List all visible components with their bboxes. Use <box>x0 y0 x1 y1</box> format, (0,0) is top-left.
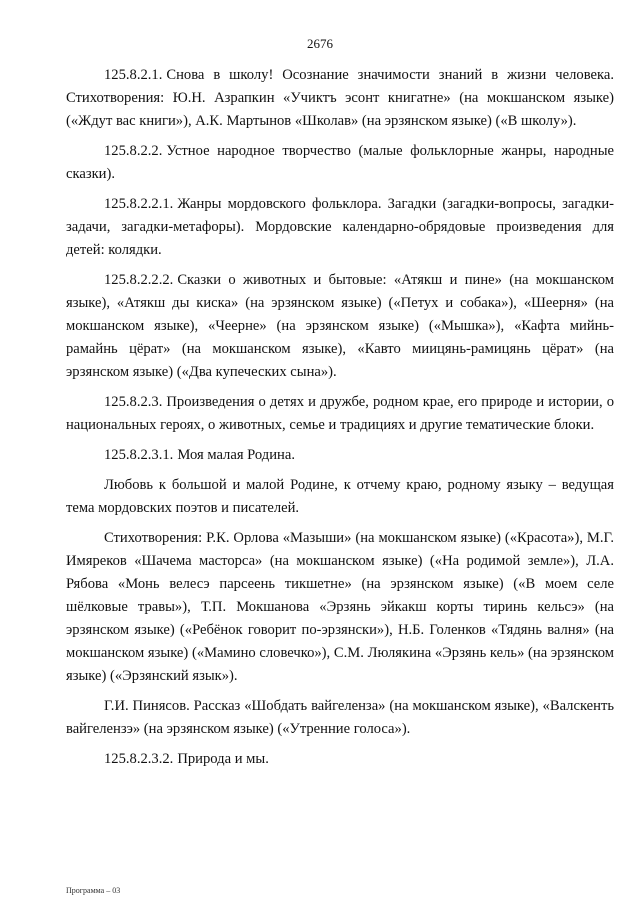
section-number: 125.8.2.3.2. <box>104 751 174 767</box>
paragraph-125-8-2-2 <box>66 140 614 186</box>
paragraph-text: Устное народное творчество (малые фольклорные жанры, народные сказки). <box>66 143 614 182</box>
paragraph-love-of-homeland <box>66 474 614 520</box>
section-number: 125.8.2.1. <box>104 67 163 83</box>
section-number: 125.8.2.2.1. <box>104 196 174 212</box>
paragraph-text: Природа и мы. <box>177 751 269 767</box>
paragraph-125-8-2-2-2 <box>66 269 614 384</box>
paragraph-125-8-2-2-1 <box>66 193 614 262</box>
paragraph-text: Жанры мордовского фольклора. Загадки (загадки-вопросы, загадки-задачи, загадки-метафоры). Мордовские календарно-обрядовые произведения для детей: колядки. <box>66 196 614 258</box>
paragraph-text: Любовь к большой и малой Родине, к отчему краю, родному языку – ведущая тема мордовских поэтов и писателей. <box>66 477 614 516</box>
paragraph-pinyasov-story <box>66 695 614 741</box>
paragraph-text: Моя малая Родина. <box>177 447 295 463</box>
page-number: 2676 <box>307 36 333 51</box>
paragraph-poems-list <box>66 527 614 688</box>
paragraph-125-8-2-1 <box>66 64 614 133</box>
section-number: 125.8.2.3. <box>104 394 163 410</box>
paragraph-125-8-2-3-1 <box>66 444 614 467</box>
footer-program-label: Программа – 03 <box>66 886 121 895</box>
section-number: 125.8.2.3.1. <box>104 447 174 463</box>
paragraph-125-8-2-3-2 <box>66 748 614 771</box>
paragraph-text: Стихотворения: Р.К. Орлова «Мазыши» (на мокшанском языке) («Красота»), М.Г. Имяреков «Шачема масторса» (на мокшанском языке) («На родимой земле»), Л.А. Рябова «Монь велесэ парсеень тикшетне» (на эрзянском языке) («В моем селе шёлковые травы»), Т.П. Мокшанова «Эрзянь эйкакш корты тиринь кельсэ» (на эрзянском языке) («Ребёнок говорит по-эрзянски»), Н.Б. Голенков «Тядянь валня» (на мокшанском языке) («Мамино словечко»), С.М. Люлякина «Эрзянь кель» (на эрзянском языке) («Эрзянский язык»). <box>66 530 614 684</box>
paragraph-text: Сказки о животных и бытовые: «Атякш и пине» (на мокшанском языке), «Атякш ды киска» (на эрзянском языке) («Петух и собака»), «Шеерня» (на мокшанском языке), «Чеерне» (на эрзянском языке) («Мышка»), «Кафта мийнь-рамайнь цёрат» (на мокшанском языке), «Кавто миицянь-рамицянь цёрат» (на эрзянском языке) («Два купеческих сына»). <box>66 272 614 380</box>
section-number: 125.8.2.2. <box>104 143 163 159</box>
paragraph-text: Снова в школу! Осознание значимости знаний в жизни человека. Стихотворения: Ю.Н. Азрапкин «Учиктъ эсонт книгатне» (на мокшанском языке) («Ждут вас книги»), А.К. Мартынов «Школав» (на эрзянском языке) («В школу»). <box>66 67 614 129</box>
document-body <box>66 64 614 778</box>
paragraph-125-8-2-3 <box>66 391 614 437</box>
paragraph-text: Г.И. Пинясов. Рассказ «Шобдать вайгеленза» (на мокшанском языке), «Валскенть вайгелензэ» (на эрзянском языке) («Утренние голоса»). <box>66 698 614 737</box>
paragraph-text: Произведения о детях и дружбе, родном крае, его природе и истории, о национальных героях, о животных, семье и традициях и другие тематические блоки. <box>66 394 614 433</box>
section-number: 125.8.2.2.2. <box>104 272 174 288</box>
